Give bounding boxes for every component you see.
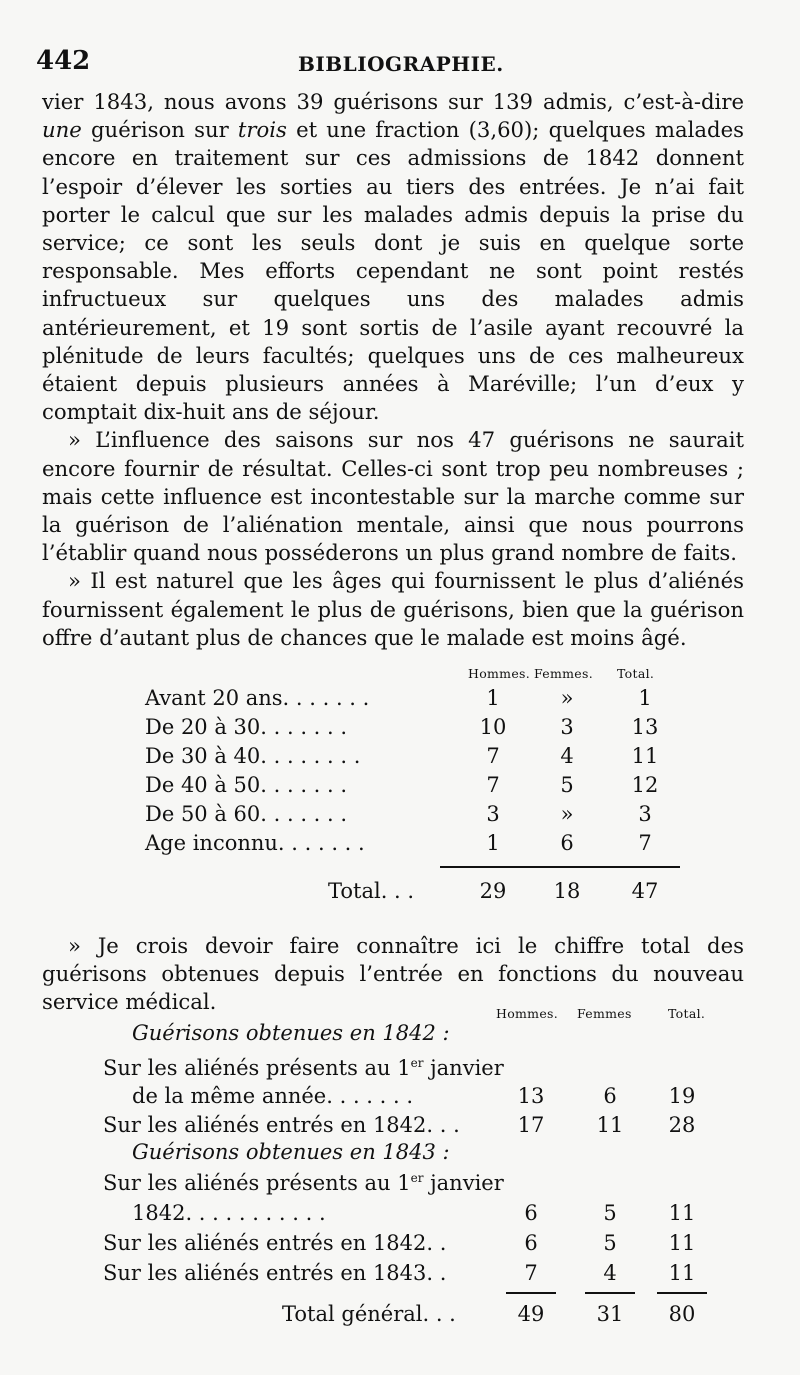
age-total-femmes: 18 [553, 879, 581, 903]
cure-row-label: 1842. . . . . . . . . . . [132, 1201, 326, 1225]
page-number: 442 [36, 46, 91, 76]
subheading-1842: Guérisons obtenues en 1842 : [132, 1021, 450, 1045]
cure-row-label: Sur les aliénés entrés en 1843. . [103, 1261, 447, 1285]
cure-row-label-line: Sur les aliénés présents au 1er janvier [103, 1056, 504, 1080]
running-title: BIBLIOGRAPHIE. [298, 52, 504, 76]
text-run: vier 1843, nous avons 39 guérisons sur 139 admis, c’est-à-dire [42, 89, 744, 114]
age-total: 7 [638, 831, 652, 855]
cure-hommes: 17 [517, 1113, 545, 1137]
age-hommes: 10 [479, 715, 507, 739]
col-header-femmes: Femmes [577, 1006, 632, 1021]
age-row-label: De 50 à 60. . . . . . . [145, 802, 348, 826]
page-header [36, 46, 760, 80]
body-text [42, 88, 744, 652]
age-hommes: 7 [486, 744, 500, 768]
grand-total-label: Total général. . . [282, 1302, 456, 1326]
cure-total: 19 [668, 1084, 696, 1108]
age-row [0, 684, 800, 712]
age-row [0, 800, 800, 828]
text-run: guérison sur [81, 117, 238, 143]
age-total-total: 47 [631, 879, 659, 903]
text-run: et une fraction (3,60); quelques malades encore en traitement sur ces admissions de 1842 donnent l’espoir d’élever les sorties au tiers des entrées. Je n’ai fait porter le calcul que sur les malades admis depuis la prise du service; ce sont les seuls dont je suis en quelque sorte responsable. Mes efforts cependant ne sont point restés infructueux sur quelques uns des malades admis antérieurement, et 19 sont sortis de l’asile ayant recouvré la plénitude de leurs facultés; quelques uns de ces malheureux étaient depuis plusieurs années à Maréville; l’un d’eux y comptait dix-huit ans de séjour. [42, 117, 744, 425]
age-femmes: » [560, 686, 574, 710]
cure-hommes: 6 [524, 1231, 538, 1255]
age-femmes: 5 [560, 773, 574, 797]
age-hommes: 3 [486, 802, 500, 826]
age-row [0, 713, 800, 741]
total-rule [585, 1292, 635, 1294]
col-header-hommes: Hommes. [496, 1006, 559, 1021]
age-total: 11 [631, 744, 659, 768]
age-total-row [0, 877, 800, 905]
age-total: 1 [638, 686, 652, 710]
text-run: trois [237, 117, 287, 143]
grand-total-femmes: 31 [596, 1302, 624, 1326]
text-run: une [42, 117, 82, 143]
age-row [0, 829, 800, 857]
cure-femmes: 5 [603, 1201, 617, 1225]
cure-total: 11 [668, 1231, 696, 1255]
age-total: 13 [631, 715, 659, 739]
age-row-label: De 20 à 30. . . . . . . [145, 715, 348, 739]
age-total: 3 [638, 802, 652, 826]
grand-total-row [0, 1300, 800, 1328]
age-hommes: 1 [486, 831, 500, 855]
cure-hommes: 6 [524, 1201, 538, 1225]
closing-paragraph: » Je crois devoir faire connaître ici le chiffre total des guérisons obtenues depuis l’entrée en fonctions du nouveau service médical. [42, 933, 744, 1015]
age-femmes: 4 [560, 744, 574, 768]
col-header-total: Total. [617, 666, 655, 681]
text-run: » Il est naturel que les âges qui fournissent le plus d’aliénés fournissent également le plus de guérisons, bien que la guérison offre d’autant plus de chances que le malade est moins âgé. [42, 568, 744, 650]
cure-total: 28 [668, 1113, 696, 1137]
total-rule [506, 1292, 556, 1294]
col-header-total: Total. [668, 1006, 706, 1021]
total-rule [440, 866, 680, 868]
cure-femmes: 6 [603, 1084, 617, 1108]
grand-total-hommes: 49 [517, 1302, 545, 1326]
col-header-femmes: Femmes. [534, 666, 593, 681]
cure-femmes: 11 [596, 1113, 624, 1137]
total-rule [657, 1292, 707, 1294]
age-total-hommes: 29 [479, 879, 507, 903]
cure-row-label: de la même année. . . . . . . [132, 1084, 414, 1108]
cure-row [0, 1199, 800, 1227]
cure-row-label-line: Sur les aliénés présents au 1er janvier [103, 1171, 504, 1195]
col-header-hommes: Hommes. [468, 666, 531, 681]
paragraph [42, 567, 744, 652]
cure-row [0, 1229, 800, 1257]
text-run: » L’influence des saisons sur nos 47 guérisons ne saurait encore fournir de résultat. Celles-ci sont trop peu nombreuses ; mais cette influence est incontestable sur la marche comme sur la guérison de l’aliénation mentale, ainsi que nous pourrons l’établir quand nous posséderons un plus grand nombre de faits. [42, 427, 744, 566]
age-femmes: 6 [560, 831, 574, 855]
cure-total: 11 [668, 1201, 696, 1225]
subheading-1843: Guérisons obtenues en 1843 : [132, 1140, 450, 1164]
cure-femmes: 5 [603, 1231, 617, 1255]
age-row-label: Avant 20 ans. . . . . . . [145, 686, 370, 710]
age-row [0, 742, 800, 770]
cure-row-label: Sur les aliénés entrés en 1842. . [103, 1231, 447, 1255]
age-hommes: 1 [486, 686, 500, 710]
age-row-label: De 40 à 50. . . . . . . [145, 773, 348, 797]
cure-total: 11 [668, 1261, 696, 1285]
cure-hommes: 7 [524, 1261, 538, 1285]
cure-hommes: 13 [517, 1084, 545, 1108]
paragraph [42, 88, 744, 426]
age-total-label: Total. . . [328, 879, 415, 903]
paragraph [42, 426, 744, 567]
cure-femmes: 4 [603, 1261, 617, 1285]
cure-row [0, 1082, 800, 1110]
cure-row [0, 1259, 800, 1287]
cure-row [0, 1111, 800, 1139]
age-row-label: Age inconnu. . . . . . . [145, 831, 365, 855]
age-row-label: De 30 à 40. . . . . . . . [145, 744, 361, 768]
age-femmes: » [560, 802, 574, 826]
age-hommes: 7 [486, 773, 500, 797]
age-row [0, 771, 800, 799]
cure-row-label: Sur les aliénés entrés en 1842. . . [103, 1113, 460, 1137]
grand-total-total: 80 [668, 1302, 696, 1326]
age-total: 12 [631, 773, 659, 797]
age-femmes: 3 [560, 715, 574, 739]
